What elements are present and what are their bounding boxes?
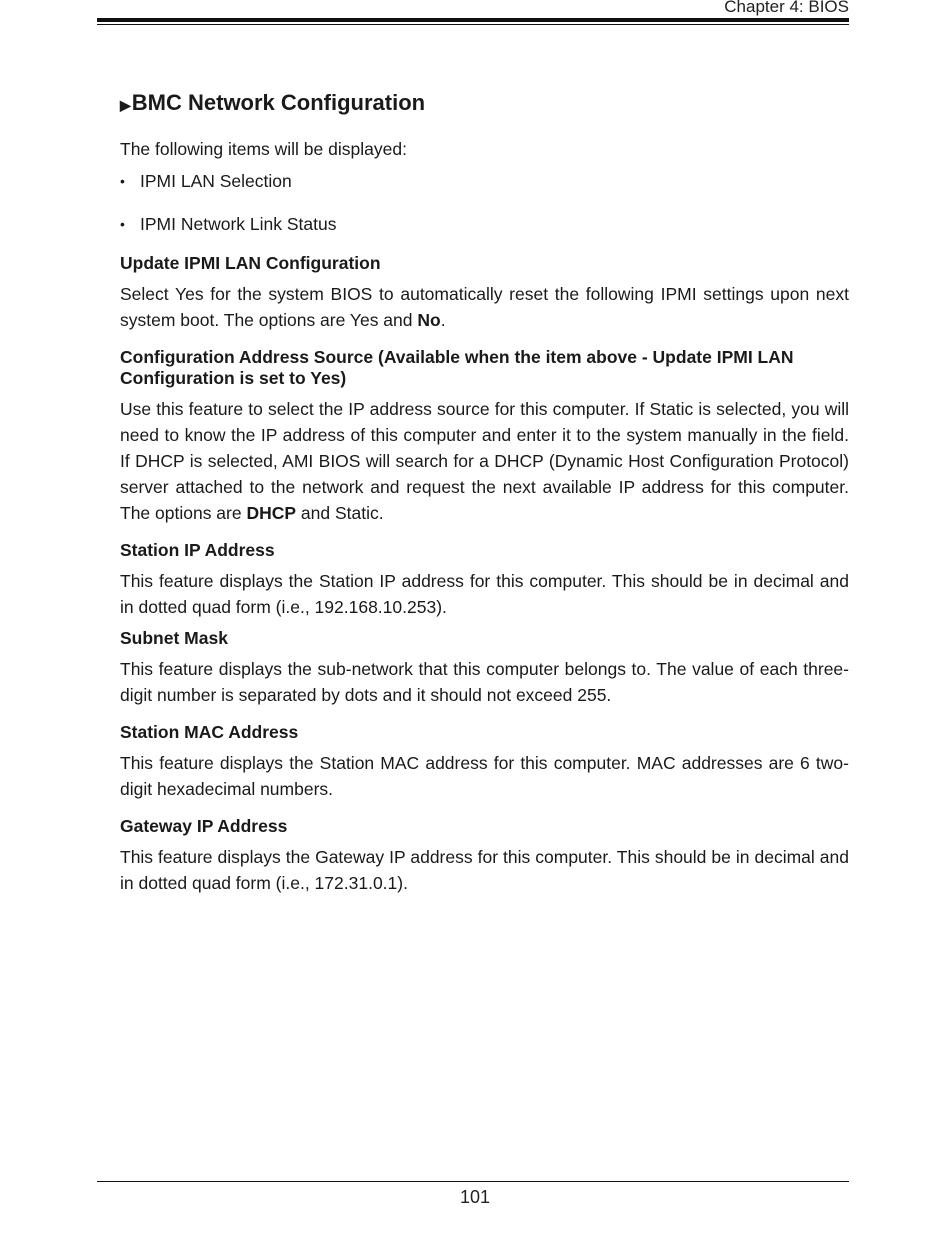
- item-title: Station MAC Address: [120, 722, 299, 742]
- item-update-ipmi-lan: [120, 253, 849, 333]
- list-item: [120, 168, 849, 194]
- item-description: This feature displays the Station MAC address for this computer. MAC addresses are 6 two-digit hexadecimal numbers.: [120, 753, 849, 799]
- item-description: This feature displays the Gateway IP address for this computer. This should be in decimal and in dotted quad form (i.e., 172.31.0.1).: [120, 847, 849, 893]
- item-description: Use this feature to select the IP address source for this computer. If Static is selected, you will need to know the IP address of this computer and enter it to the system manually in the field. If DHCP is selected, AMI BIOS will search for a DHCP (Dynamic Host Configuration Protocol) server attached to the network and request the next available IP address for this computer. The options are DHCP and Static.: [120, 399, 849, 523]
- item-subnet-mask: [120, 628, 849, 708]
- default-option: No: [417, 310, 441, 330]
- bullet-icon: •: [120, 216, 125, 232]
- item-title: Update IPMI LAN Configuration: [120, 253, 381, 273]
- page-number: 101: [459, 1187, 491, 1207]
- item-description: Select Yes for the system BIOS to automatically reset the following IPMI settings upon next system boot. The options are Yes and No.: [120, 284, 849, 330]
- item-station-ip: [120, 540, 849, 620]
- item-station-mac: [120, 722, 849, 802]
- item-title: Gateway IP Address: [120, 816, 288, 836]
- section-intro: The following items will be displayed:: [120, 139, 407, 159]
- item-title: Subnet Mask: [120, 628, 228, 648]
- item-title: Station IP Address: [120, 540, 275, 560]
- bullet-icon: •: [120, 173, 125, 189]
- header-rule-thin: [97, 24, 849, 25]
- item-description: This feature displays the Station IP address for this computer. This should be in decimal and in dotted quad form (i.e., 192.168.10.253).: [120, 571, 849, 617]
- chapter-header: Chapter 4: BIOS: [724, 0, 849, 16]
- list-item-text: IPMI Network Link Status: [140, 214, 337, 234]
- bullet-list: [120, 168, 849, 237]
- default-option: DHCP: [246, 503, 297, 523]
- item-config-address-source: [120, 347, 849, 526]
- triangle-marker-icon: ▶: [120, 97, 131, 113]
- list-item-text: IPMI LAN Selection: [140, 171, 292, 191]
- list-item: [120, 211, 849, 237]
- section-title-text: BMC Network Configuration: [131, 90, 426, 115]
- page-content: [120, 88, 849, 910]
- item-title: Configuration Address Source (Available when the item above - Update IPMI LAN Configuration is set to Yes): [120, 347, 794, 388]
- section-title: [120, 88, 849, 118]
- header-rule: [97, 18, 849, 22]
- item-description: This feature displays the sub-network that this computer belongs to. The value of each three-digit number is separated by dots and it should not exceed 255.: [120, 659, 849, 705]
- footer-rule: [97, 1181, 849, 1182]
- item-gateway-ip: [120, 816, 849, 896]
